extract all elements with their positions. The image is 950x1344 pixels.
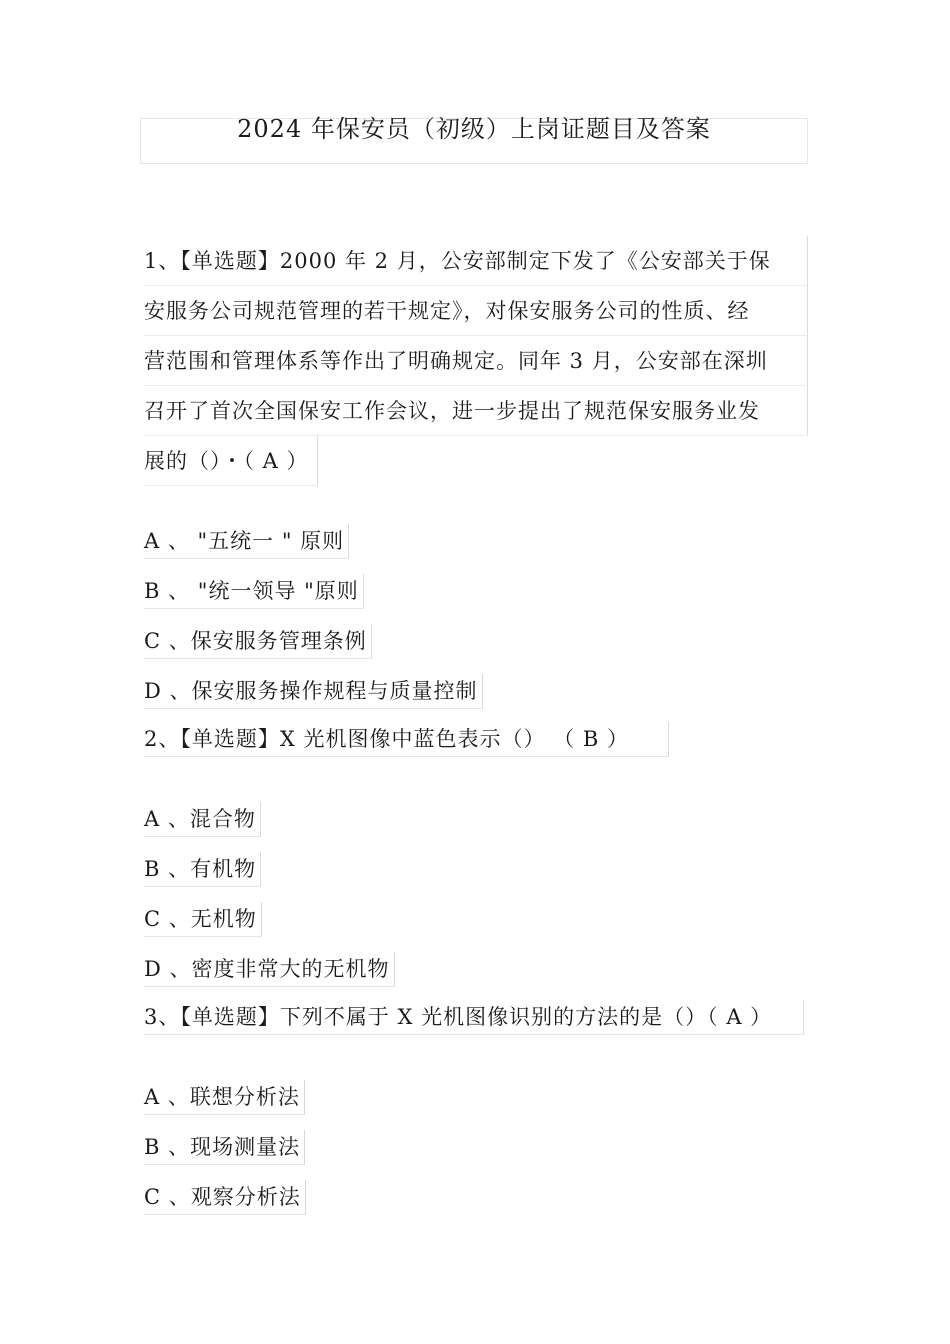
question-1-option-d: D 、保安服务操作规程与质量控制 <box>144 674 483 709</box>
question-3-option-b: B 、现场测量法 <box>144 1130 305 1165</box>
question-1-option-a: A 、 "五统一 " 原则 <box>144 524 349 559</box>
question-2-option-b: B 、有机物 <box>144 852 261 887</box>
question-1-line-1: 1、【单选题】2000 年 2 月，公安部制定下发了《公安部关于保 <box>144 236 808 286</box>
question-2-option-a: A 、混合物 <box>144 802 261 837</box>
question-2-option-d: D 、密度非常大的无机物 <box>144 952 395 987</box>
question-2-stem: 2、【单选题】X 光机图像中蓝色表示（） （ B ） <box>144 722 669 757</box>
question-3-option-c: C 、观察分析法 <box>144 1180 306 1215</box>
document-title: 2024 年保安员（初级）上岗证题目及答案 <box>237 115 711 143</box>
question-3-option-a: A 、联想分析法 <box>144 1080 305 1115</box>
question-1-option-b: B 、 "统一领导 "原则 <box>144 574 364 609</box>
question-3-stem: 3、【单选题】下列不属于 X 光机图像识别的方法的是（）（ A ） <box>144 1000 804 1035</box>
question-1-line-3: 营范围和管理体系等作出了明确规定。同年 3 月，公安部在深圳 <box>144 336 808 386</box>
question-1-stem <box>144 236 808 490</box>
question-1-option-c: C 、保安服务管理条例 <box>144 624 372 659</box>
question-1-line-4: 召开了首次全国保安工作会议，进一步提出了规范保安服务业发 <box>144 386 808 436</box>
question-1-line-2: 安服务公司规范管理的若干规定》，对保安服务公司的性质、经 <box>144 286 808 336</box>
question-2-option-c: C 、无机物 <box>144 902 262 937</box>
question-1-line-5: 展的（）・（ A ） <box>144 436 318 486</box>
